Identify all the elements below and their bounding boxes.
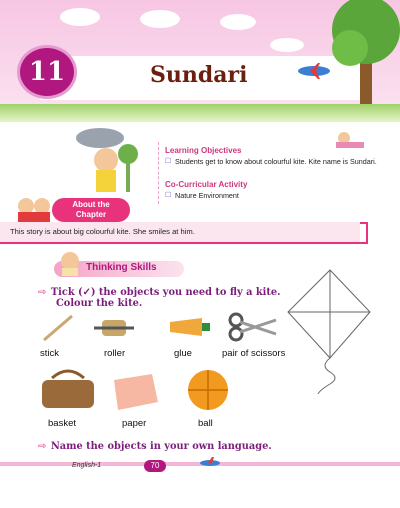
- footer-book-name: English-1: [72, 462, 102, 469]
- book-icon: ☐: [165, 192, 172, 199]
- thinking-skills-heading: Thinking Skills: [86, 262, 157, 273]
- stick-illustration: [40, 312, 76, 342]
- airplane-icon: [198, 456, 222, 470]
- glue-tube-illustration: [168, 316, 212, 338]
- child-reading-illustration: [330, 130, 370, 148]
- question-1-text: Tick (✓) the objects you need to fly a kite.: [50, 287, 281, 298]
- kite-outline: [280, 268, 374, 394]
- co-curricular-heading: Co-Curricular Activity: [165, 180, 248, 189]
- question-2-text: Name the objects in your own language.: [50, 441, 272, 452]
- scissors-label: pair of scissors: [222, 348, 286, 359]
- children-illustration: [14, 196, 54, 222]
- cloud-illustration: [60, 8, 100, 26]
- arrow-icon: ⇨: [38, 441, 47, 452]
- book-icon: ☐: [165, 158, 172, 165]
- cloud-illustration: [220, 14, 256, 30]
- arrow-icon: ⇨: [38, 287, 47, 298]
- basket-label: basket: [48, 418, 76, 429]
- co-curricular-text: Nature Environment: [175, 191, 239, 200]
- about-chapter-line2: Chapter: [75, 210, 107, 219]
- about-chapter-line1: About the: [72, 200, 110, 209]
- paper-label: paper: [122, 418, 147, 429]
- glue-label: glue: [174, 348, 192, 359]
- ball-label: ball: [198, 418, 213, 429]
- page-number: 70: [144, 460, 166, 472]
- scissors-illustration: [228, 312, 278, 342]
- question-2: [38, 436, 272, 454]
- airplane-icon: [296, 62, 332, 80]
- question-1-subtext: Colour the kite.: [56, 298, 143, 309]
- about-chapter-badge: [52, 198, 130, 222]
- chapter-number-badge: 11: [20, 48, 74, 96]
- chapter-title: Sundari: [150, 62, 248, 88]
- bracket-decoration: [360, 222, 368, 244]
- about-chapter-text: This story is about big colourful kite. She smiles at him.: [10, 227, 195, 236]
- cloud-illustration: [140, 10, 180, 28]
- grass-strip: [0, 104, 400, 122]
- basket-illustration: [38, 366, 98, 410]
- roller-illustration: [92, 312, 136, 342]
- ball-illustration: [186, 368, 230, 412]
- roller-label: roller: [104, 348, 126, 359]
- tree-illustration: [330, 0, 400, 118]
- baby-icon: [56, 250, 84, 276]
- paper-illustration: [108, 372, 162, 412]
- boy-in-rain-illustration: [70, 126, 150, 200]
- stick-label: stick: [40, 348, 59, 359]
- cloud-illustration: [270, 38, 304, 52]
- learning-objectives-panel: [158, 142, 397, 204]
- learning-objectives-heading: Learning Objectives: [165, 146, 242, 155]
- learning-objectives-text: Students get to know about colourful kite. Kite name is Sundari.: [175, 157, 377, 166]
